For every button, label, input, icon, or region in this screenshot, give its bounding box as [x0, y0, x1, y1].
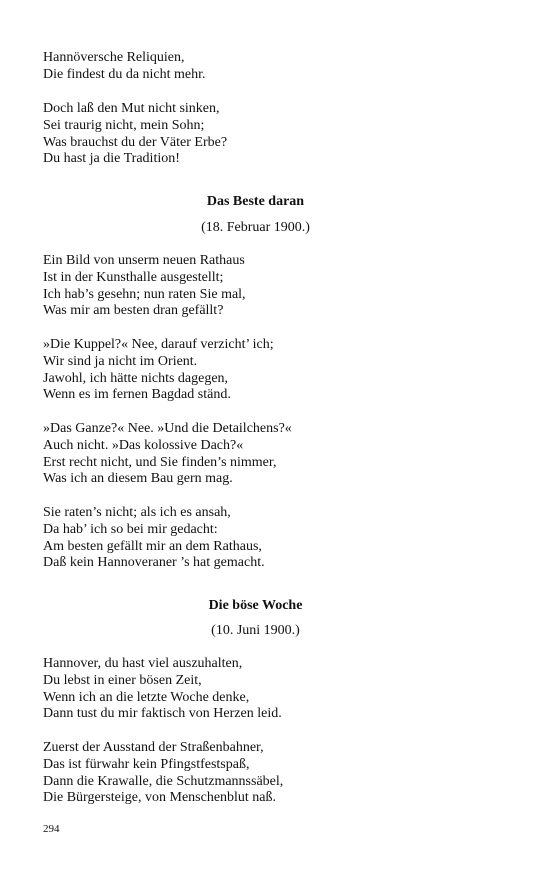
stanza — [43, 101, 468, 168]
verse-line: Du lebst in einer bösen Zeit, — [43, 672, 202, 688]
stanza — [43, 656, 468, 723]
verse-line: Dann tust du mir faktisch von Herzen leid. — [43, 706, 282, 722]
page-number: 294 — [43, 823, 60, 835]
verse-line: Das ist fürwahr kein Pfingstfestspaß, — [43, 756, 250, 772]
verse-line: Am besten gefällt mir an dem Rathaus, — [43, 538, 262, 554]
verse-line: Doch laß den Mut nicht sinken, — [43, 101, 220, 116]
verse-line: Sei traurig nicht, mein Sohn; — [43, 117, 205, 133]
verse-line: Hannöversche Reliquien, — [43, 50, 185, 65]
verse-line: Was mir am besten dran gefällt? — [43, 303, 224, 319]
verse-line: Was brauchst du der Väter Erbe? — [43, 134, 228, 150]
verse-line: Jawohl, ich hätte nichts dagegen, — [43, 370, 229, 386]
verse-line: Erst recht nicht, und Sie finden’s nimmer, — [43, 454, 277, 470]
poem-date: (10. Juni 1900.) — [211, 623, 300, 638]
stanza — [43, 421, 468, 488]
stanza — [43, 253, 468, 320]
verse-line: Hannover, du hast viel auszuhalten, — [43, 656, 243, 671]
verse-line: Ist in der Kunsthalle ausgestellt; — [43, 269, 224, 285]
verse-line: Zuerst der Ausstand der Straßenbahner, — [43, 740, 264, 755]
verse-line: Auch nicht. »Das kolossive Dach?« — [43, 437, 244, 453]
verse-line: Die findest du da nicht mehr. — [43, 66, 206, 82]
verse-line: Die Bürgersteige, von Menschenblut naß. — [43, 790, 277, 806]
verse-line: Daß kein Hannoveraner ’s hat gemacht. — [43, 555, 265, 571]
verse-line: Wenn ich an die letzte Woche denke, — [43, 689, 250, 705]
stanza — [43, 50, 468, 84]
verse-line: Was ich an diesem Bau gern mag. — [43, 471, 233, 487]
verse-line: Ein Bild von unserm neuen Rathaus — [43, 253, 245, 268]
verse-line: »Die Kuppel?« Nee, darauf verzicht’ ich; — [43, 337, 274, 352]
verse-line: Dann die Krawalle, die Schutzmannssäbel, — [43, 773, 284, 789]
verse-line: Sie raten’s nicht; als ich es ansah, — [43, 505, 231, 520]
stanza — [43, 337, 468, 404]
verse-line: »Das Ganze?« Nee. »Und die Detailchens?« — [43, 421, 292, 436]
verse-line: Ich hab’s gesehn; nun raten Sie mal, — [43, 286, 246, 302]
poem-title: Die böse Woche — [208, 598, 303, 613]
stanza — [43, 740, 468, 807]
stanza — [43, 505, 468, 572]
poem-title: Das Beste daran — [206, 194, 305, 209]
poem-date: (18. Februar 1900.) — [201, 220, 310, 235]
verse-line: Wenn es im fernen Bagdad ständ. — [43, 387, 231, 403]
verse-line: Da hab’ ich so bei mir gedacht: — [43, 521, 218, 537]
verse-line: Du hast ja die Tradition! — [43, 151, 180, 167]
verse-line: Wir sind ja nicht im Orient. — [43, 353, 198, 369]
